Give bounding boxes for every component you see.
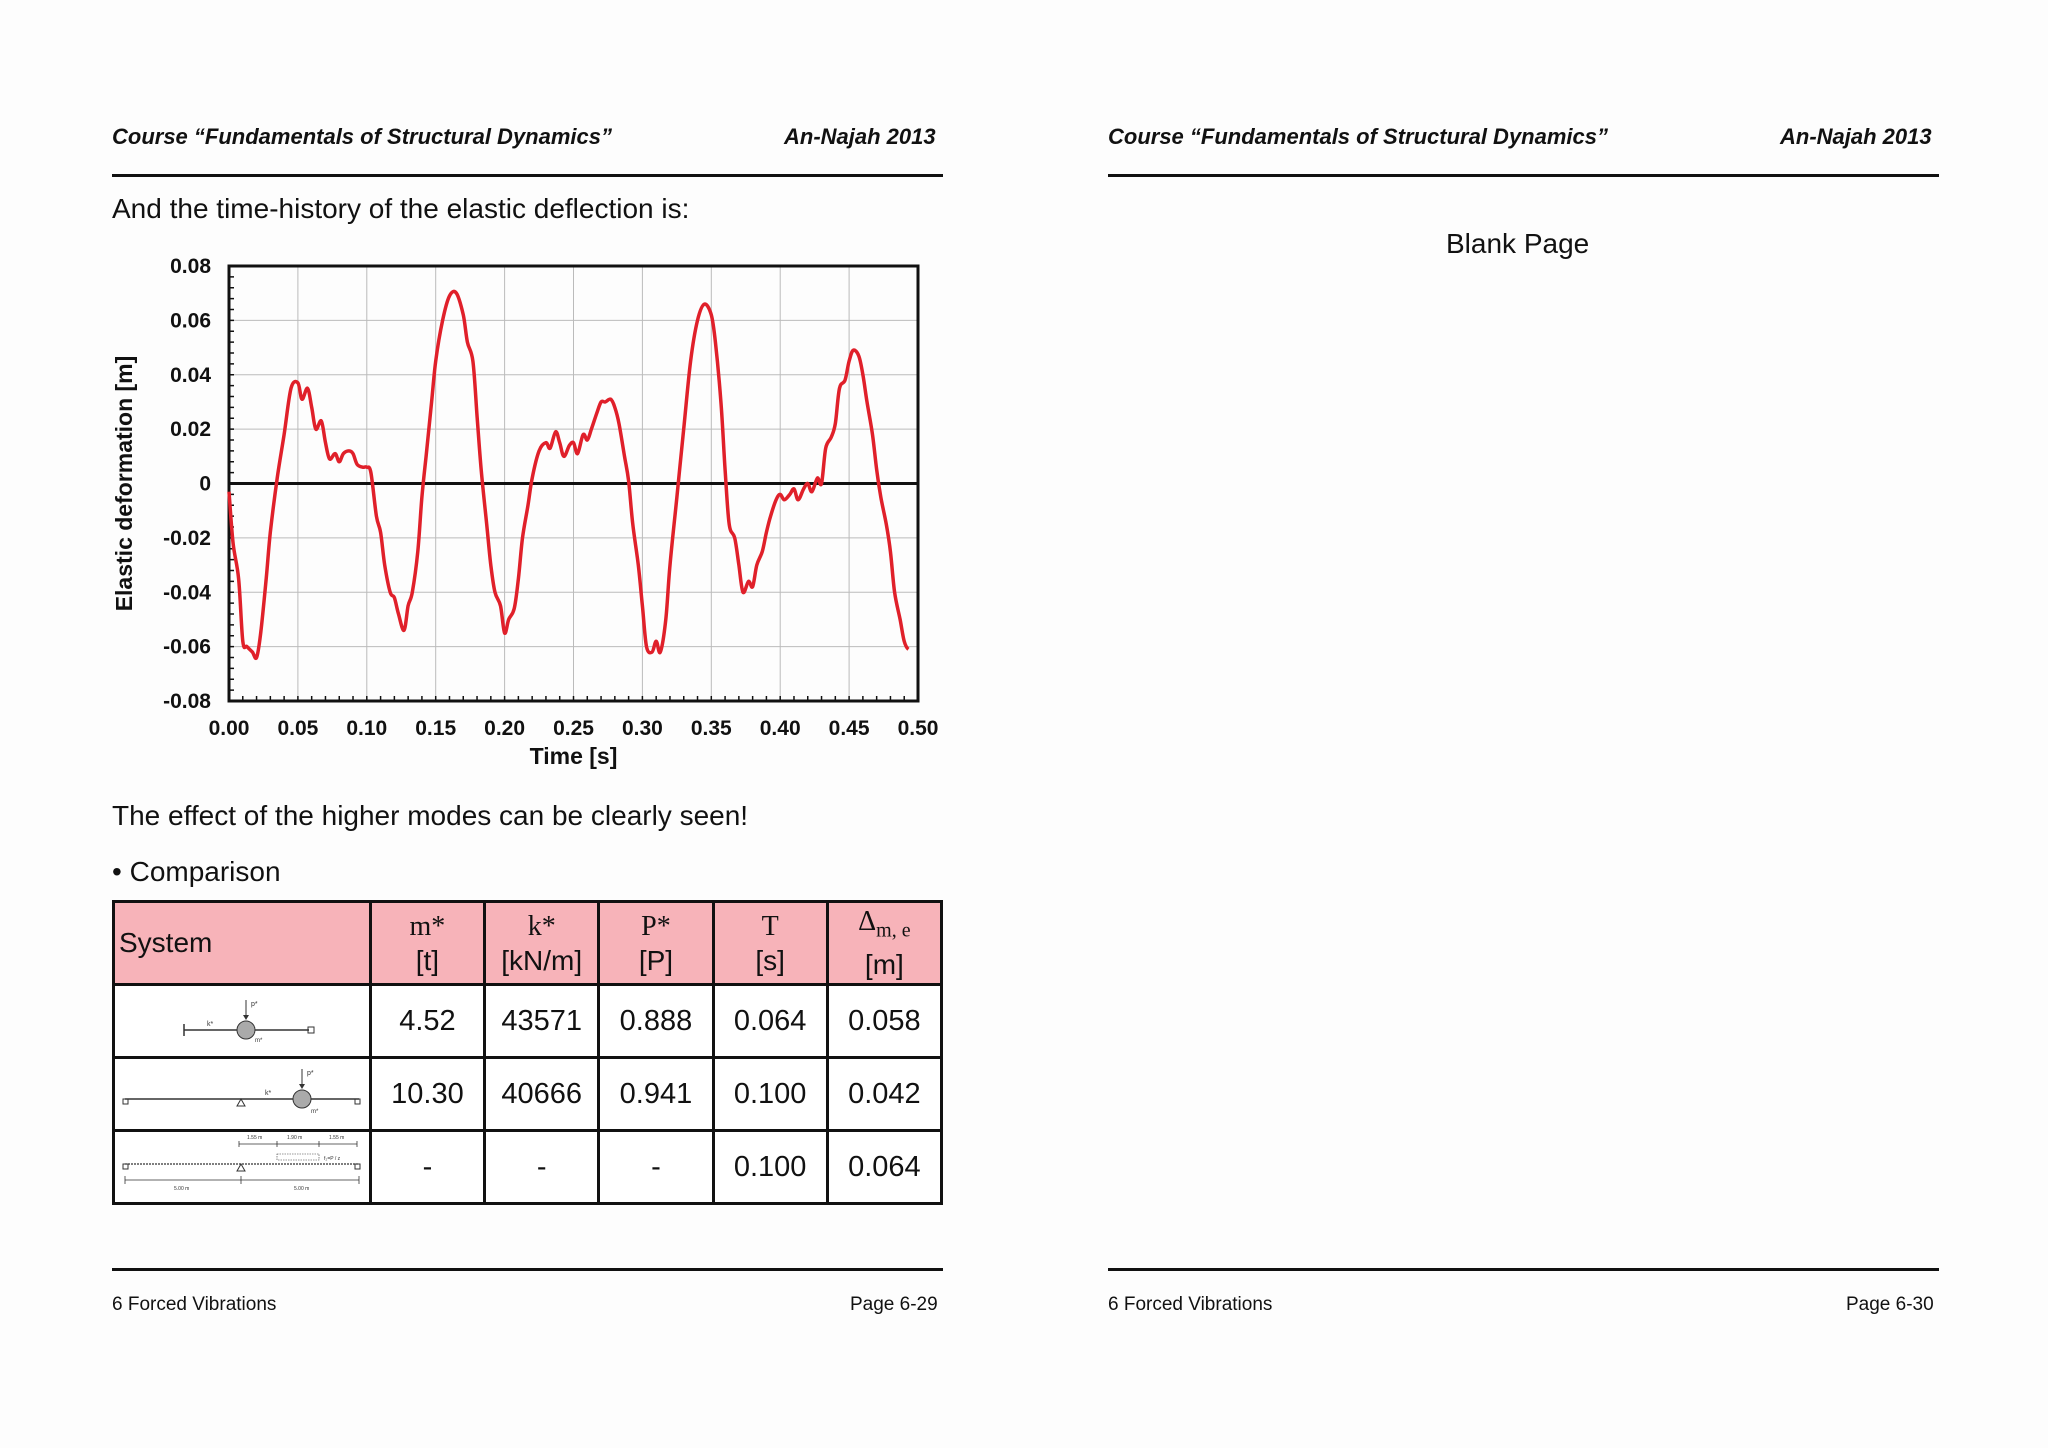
cell-force: 0.941 (599, 1058, 713, 1131)
footer-page-number: Page 6-30 (1846, 1294, 1934, 1315)
cell-stiffness: 43571 (485, 985, 599, 1058)
comparison-bullet (112, 856, 281, 888)
distributed-load-beam-sketch-icon (119, 1132, 365, 1194)
cell-mass: 4.52 (370, 985, 484, 1058)
x-tick-label: 0.10 (346, 717, 388, 740)
footer-chapter: 6 Forced Vibrations (1108, 1294, 1273, 1315)
sketch-label-k: k* (206, 1021, 214, 1028)
cell-deflection: 0.058 (827, 985, 941, 1058)
y-tick-label: -0.06 (163, 635, 211, 659)
header-deflection-symbol: Δ (858, 906, 877, 938)
deflection-chart (110, 250, 950, 780)
chart-series (229, 291, 908, 658)
footer-chapter: 6 Forced Vibrations (112, 1294, 277, 1315)
header-mass-symbol: m* (409, 910, 446, 942)
header-course-title: Course “Fundamentals of Structural Dynamics” (112, 124, 612, 149)
x-tick-label: 0.40 (759, 717, 801, 740)
sketch-label-k: k* (264, 1090, 272, 1097)
chart-labels (111, 255, 938, 769)
cell-mass: - (370, 1131, 484, 1204)
header-force-unit: [P] (638, 944, 674, 976)
cell-force: 0.888 (599, 985, 713, 1058)
y-tick-label: 0.04 (170, 363, 211, 387)
sketch-label-p: p* (250, 1001, 258, 1008)
y-tick-label: -0.04 (163, 581, 211, 605)
blank-page-text: Blank Page (1446, 228, 1590, 259)
cell-period: 0.064 (713, 985, 827, 1058)
y-axis-label: Elastic deformation [m] (111, 355, 137, 612)
header-deflection-subscript: m, e (876, 919, 911, 942)
header-institution: An-Najah 2013 (784, 124, 936, 149)
higher-modes-text: The effect of the higher modes can be clearly seen! (112, 800, 749, 831)
right-page (1024, 0, 2048, 1448)
sketch-dim-1: 1.55 m (246, 1135, 263, 1141)
x-tick-label: 0.20 (484, 717, 526, 740)
header-stiffness-unit: [kN/m] (501, 944, 583, 976)
table-row (114, 1058, 942, 1131)
cell-deflection: 0.064 (827, 1131, 941, 1204)
x-tick-label: 0.25 (553, 717, 594, 740)
header-stiffness (485, 902, 599, 985)
cell-stiffness: 40666 (485, 1058, 599, 1131)
sketch-dim-2: 1.90 m (286, 1135, 303, 1141)
header-stiffness-symbol: k* (527, 910, 556, 942)
intro-text: And the time-history of the elastic deflection is: (112, 193, 690, 224)
header-system-label: System (119, 927, 213, 958)
y-tick-label: -0.08 (163, 690, 211, 713)
x-tick-label: 0.45 (828, 717, 870, 740)
cell-force: - (599, 1131, 713, 1204)
sketch-dim-3: 1.55 m (328, 1135, 345, 1141)
cell-mass: 10.30 (370, 1058, 484, 1131)
x-tick-label: 0.30 (621, 717, 663, 740)
bullet-dot: • (112, 856, 130, 887)
comparison-table (112, 900, 943, 1205)
system-sketch-2 (114, 1058, 371, 1131)
sketch-span-2: 5.00 m (293, 1186, 310, 1192)
y-tick-label: 0.06 (170, 309, 211, 333)
two-span-beam-sketch-icon (119, 1059, 365, 1121)
header-force-symbol: P* (641, 910, 671, 942)
header-course-title: Course “Fundamentals of Structural Dynamics” (1108, 124, 1608, 149)
cell-deflection: 0.042 (827, 1058, 941, 1131)
header-deflection (827, 902, 941, 985)
header-period-symbol: T (761, 910, 779, 942)
header-period-unit: [s] (755, 944, 785, 976)
header-deflection-unit: [m] (864, 948, 904, 980)
header-rule (1108, 174, 1939, 177)
y-tick-label: 0 (199, 472, 211, 496)
sketch-span-1: 5.00 m (173, 1186, 190, 1192)
sketch-load-label: f₂=P / z (323, 1156, 341, 1162)
system-sketch-1 (114, 985, 371, 1058)
sdof-beam-sketch-icon (119, 986, 365, 1048)
header-period (713, 902, 827, 985)
table-row (114, 985, 942, 1058)
comparison-label: Comparison (129, 856, 281, 887)
series-line-elastic-deflection (229, 291, 908, 658)
footer-rule (1108, 1268, 1939, 1271)
sketch-label-m: m* (310, 1109, 319, 1115)
x-axis-label: Time [s] (529, 743, 618, 769)
y-tick-label: 0.02 (170, 418, 211, 442)
header-mass (370, 902, 484, 985)
x-tick-label: 0.05 (277, 717, 319, 740)
footer-rule (112, 1268, 943, 1271)
header-system (114, 902, 371, 985)
sketch-label-p: p* (306, 1070, 314, 1077)
table-row (114, 1131, 942, 1204)
system-sketch-3 (114, 1131, 371, 1204)
y-tick-label: -0.02 (163, 526, 211, 550)
x-tick-label: 0.35 (690, 717, 732, 740)
footer-page-number: Page 6-29 (850, 1294, 938, 1315)
cell-stiffness: - (485, 1131, 599, 1204)
x-tick-label: 0.50 (897, 717, 939, 740)
table-header-row (114, 902, 942, 985)
header-force (599, 902, 713, 985)
y-tick-label: 0.08 (170, 255, 211, 278)
header-institution: An-Najah 2013 (1780, 124, 1932, 149)
sketch-label-m: m* (254, 1038, 263, 1044)
x-tick-label: 0.00 (208, 717, 250, 740)
cell-period: 0.100 (713, 1058, 827, 1131)
header-mass-unit: [t] (415, 944, 440, 976)
x-tick-label: 0.15 (415, 717, 457, 740)
header-rule (112, 174, 943, 177)
cell-period: 0.100 (713, 1131, 827, 1204)
